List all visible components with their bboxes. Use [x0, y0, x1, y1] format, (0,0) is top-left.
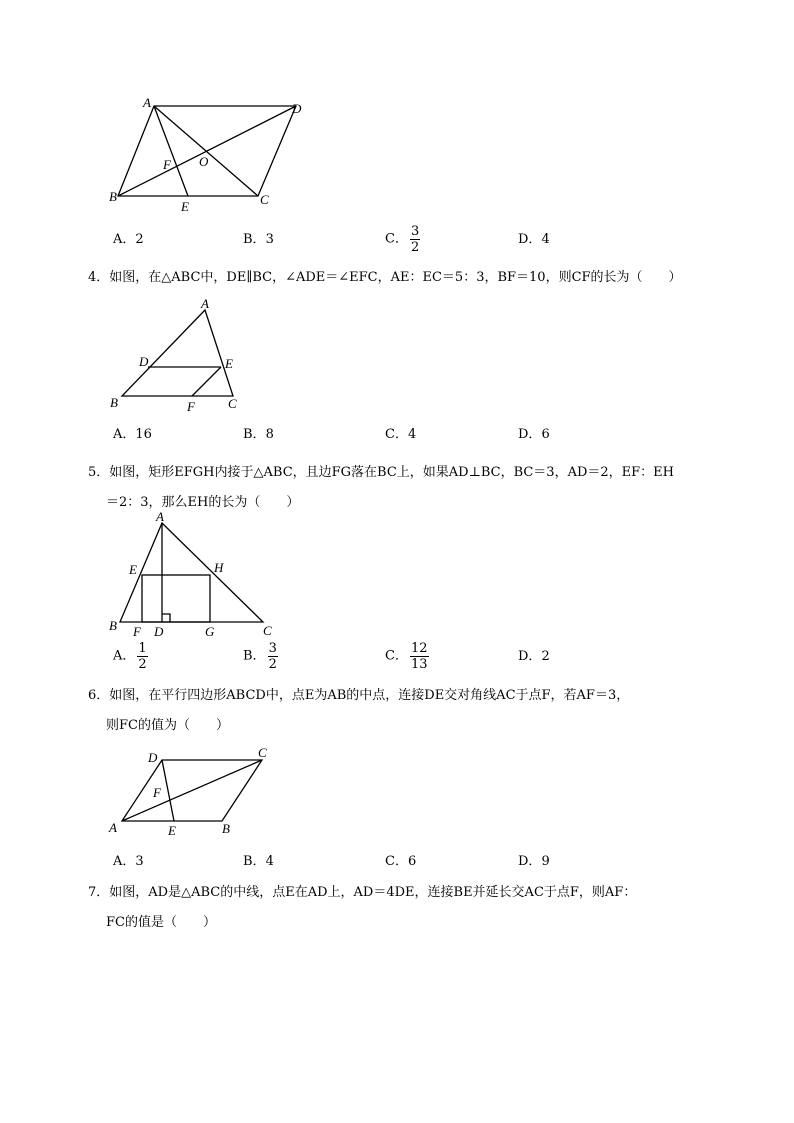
q6-option-b: B．4 — [243, 854, 274, 869]
q7-question-line1: 7．如图，AD是△ABC的中线，点E在AD上，AD＝4DE，连接BE并延长交AC于点F，则AF： — [88, 885, 637, 900]
q5-question-line2: ＝2：3，那么EH的长为（ ） — [106, 495, 300, 510]
q4-triangle-figure — [0, 290, 794, 420]
q7-question-line2: FC的值是（ ） — [106, 915, 216, 930]
q5-question-line1: 5．如图，矩形EFGH内接于△ABC，且边FG落在BC上，如果AD⊥BC，BC＝3，AD＝2，EF：EH — [88, 465, 674, 480]
q5-label-b: B — [109, 618, 117, 633]
q5-label-h: H — [214, 560, 224, 575]
q5-option-d: D．2 — [518, 649, 550, 664]
q3-label-b: B — [109, 189, 117, 204]
q4-label-b: B — [110, 395, 118, 410]
q4-triangle-abc — [122, 310, 233, 396]
q6-label-c: C — [258, 745, 267, 760]
q4-label-c: C — [228, 396, 237, 411]
q5-label-c: C — [263, 623, 272, 638]
q4-option-c: C．4 — [385, 427, 417, 442]
q5-label-g: G — [205, 624, 215, 639]
q5-option-c-fraction: $\frac{12}{13}$ — [410, 641, 428, 672]
q3-label-e: E — [181, 199, 189, 214]
q4-label-a: A — [201, 296, 209, 311]
q6-label-f: F — [153, 785, 161, 800]
q4-segment-ef — [192, 367, 221, 396]
q5-option-a-fraction: $\frac{1}{2}$ — [138, 641, 147, 672]
q3-label-f: F — [163, 157, 171, 172]
q7-question-text — [88, 878, 718, 938]
q3-parallelogram-figure — [0, 0, 794, 220]
q4-option-b: B．8 — [243, 427, 274, 442]
q3-option-d: D．4 — [518, 232, 550, 247]
q3-label-o: O — [199, 154, 209, 169]
q6-question-line1: 6．如图，在平行四边形ABCD中，点E为AB的中点，连接DE交对角线AC于点F，若AF＝3， — [88, 688, 630, 703]
q6-segment-de — [162, 760, 174, 821]
q4-label-f: F — [187, 399, 195, 414]
q3-segment-ae — [154, 106, 188, 196]
q6-option-d: D．9 — [518, 854, 550, 869]
q5-label-e: E — [129, 562, 137, 577]
q5-label-f: F — [133, 624, 141, 639]
q6-option-a: A．3 — [113, 854, 144, 869]
q3-option-a: A．2 — [113, 232, 144, 247]
q3-option-b: B．3 — [243, 232, 274, 247]
q3-label-d: D — [292, 101, 302, 116]
q6-diagonal-ac — [122, 760, 262, 821]
q6-label-e: E — [168, 823, 176, 838]
q4-question-text: 4．如图，在△ABC中，DE∥BC，∠ADE＝∠EFC，AE：EC＝5：3，BF＝10，则CF的长为（ ） — [88, 270, 682, 285]
q3-option-c-fraction: $\frac{3}{2}$ — [410, 224, 420, 255]
q6-question-text — [88, 681, 718, 741]
q3-option-c: C． $\frac{3}{2}$ — [385, 224, 420, 255]
q5-option-b-fraction: $\frac{3}{2}$ — [268, 641, 277, 672]
q5-option-b: B． $\frac{3}{2}$ — [243, 641, 277, 672]
q6-label-d: D — [148, 750, 158, 765]
q5-option-a: A． $\frac{1}{2}$ — [113, 641, 147, 672]
q6-label-a: A — [109, 820, 117, 835]
q5-right-angle-mark — [162, 614, 170, 622]
q5-option-c: C． $\frac{12}{13}$ — [385, 641, 428, 672]
q5-label-d: D — [154, 624, 164, 639]
q4-label-e: E — [225, 356, 233, 371]
q5-triangle-rectangle-figure — [0, 505, 794, 645]
q5-rectangle-efgh — [142, 575, 210, 622]
q5-label-a: A — [156, 509, 164, 524]
q4-option-a: A．16 — [113, 427, 152, 442]
q6-label-b: B — [222, 821, 230, 836]
q4-label-d: D — [139, 354, 149, 369]
q6-parallelogram-figure — [0, 740, 794, 840]
q6-question-line2: 则FC的值为（ ） — [106, 718, 229, 733]
q6-option-c: C．6 — [385, 854, 417, 869]
q4-option-d: D．6 — [518, 427, 550, 442]
q3-label-a: A — [143, 95, 151, 110]
q3-label-c: C — [260, 192, 269, 207]
q3-diagonal-bd — [118, 106, 296, 196]
